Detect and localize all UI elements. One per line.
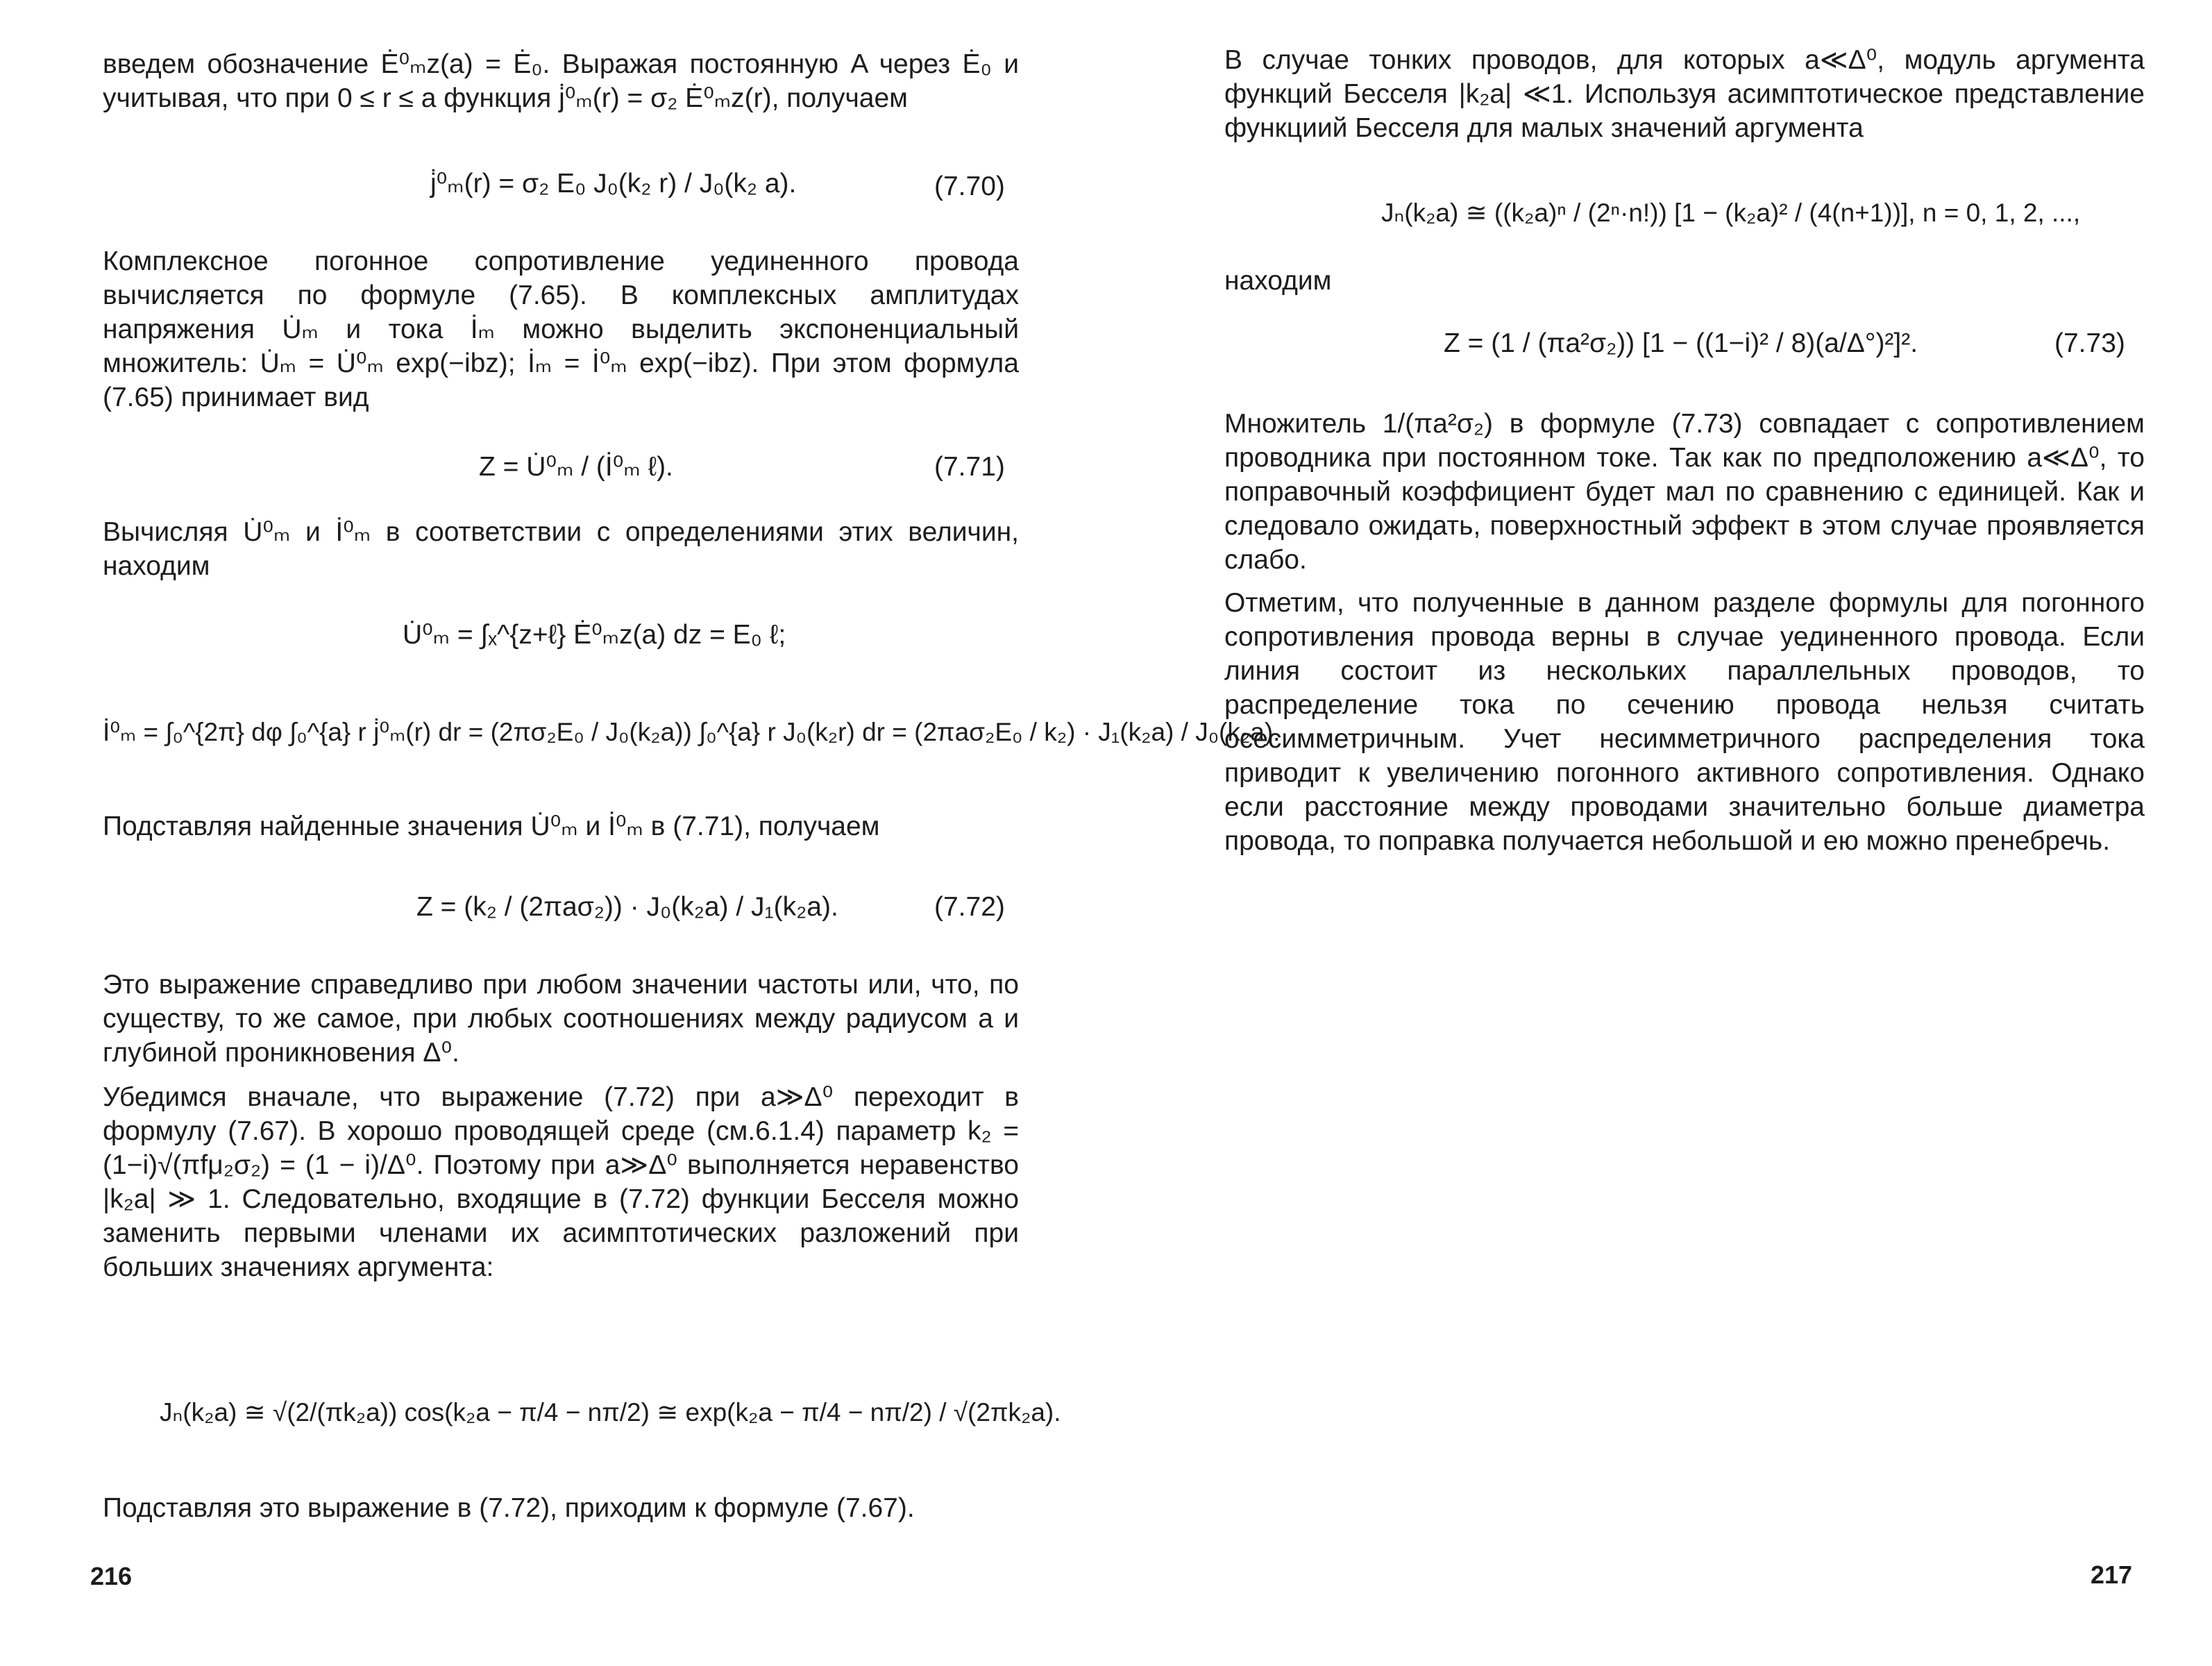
equation-voltage: U̇⁰ₘ = ∫ₓ^{z+ℓ} Ė⁰ₘz(a) dz = E₀ ℓ;: [403, 620, 786, 650]
equation-7-73: Z = (1 / (πa²σ₂)) [1 − ((1−i)² / 8)(a/Δ°)²]².: [1444, 328, 1918, 358]
right-page: [1111, 0, 2212, 1666]
paragraph: находим: [1224, 266, 1332, 296]
paragraph: Вычисляя U̇⁰ₘ и İ⁰ₘ в соответствии с определениями этих величин, находим: [103, 517, 1019, 581]
paragraph: В случае тонких проводов, для которых a≪Δ⁰, модуль аргумента функций Бесселя |k₂a| ≪1. Используя асимптотическое представление функциий Бесселя для малых значений аргумента: [1224, 45, 2145, 143]
equation-asymptotic: Jₙ(k₂a) ≅ √(2/(πk₂a)) cos(k₂a − π/4 − nπ/2) ≅ exp(k₂a − π/4 − nπ/2) / √(2πk₂a).: [160, 1398, 1061, 1427]
paragraph: Это выражение справедливо при любом значении частоты или, что, по существу, то же самое, при любых соотношениях между радиусом a и глубиной проникновения Δ⁰.: [103, 970, 1019, 1068]
equation-number: (7.70): [934, 171, 1005, 201]
paragraph: Комплексное погонное сопротивление уединенного провода вычисляется по формуле (7.65). В комплексных амплитудах напряжения U̇ₘ и тока İₘ можно выделить экспоненциальный множитель: U̇ₘ = U̇⁰ₘ exp(−ibz); İₘ = İ⁰ₘ exp(−ibz). При этом формула (7.65) принимает вид: [103, 246, 1019, 412]
equation-number: (7.71): [934, 452, 1005, 482]
paragraph: Подставляя найденные значения U̇⁰ₘ и İ⁰ₘ в (7.71), получаем: [103, 811, 880, 841]
paragraph: введем обозначение Ė⁰ₘz(a) = Ė₀. Выражая постоянную A через Ė₀ и учитывая, что при 0 ≤ r ≤ a функция j̇⁰ₘ(r) = σ₂ Ė⁰ₘz(r), получаем: [103, 49, 1019, 113]
equation-current: İ⁰ₘ = ∫₀^{2π} dφ ∫₀^{a} r j̇⁰ₘ(r) dr = (2πσ₂E₀ / J₀(k₂a)) ∫₀^{a} r J₀(k₂r) dr = (2πaσ₂E₀ / k₂) · J₁(k₂a) / J₀(k₂a).: [103, 718, 1281, 746]
paragraph: Отметим, что полученные в данном разделе формулы для погонного сопротивления провода верны в случае уединенного провода. Если линия состоит из нескольких параллельных проводов, то распределение тока по сечению провода нельзя считать осесимметричным. Учет несимметричного распределения тока приводит к увеличению погонного активного сопротивления. Однако если расстояние между проводами значительно больше диаметра провода, то поправка получается небольшой и ею можно пренебречь.: [1224, 588, 2145, 856]
equation-small-argument: Jₙ(k₂a) ≅ ((k₂a)ⁿ / (2ⁿ·n!)) [1 − (k₂a)² / (4(n+1))], n = 0, 1, 2, ...,: [1381, 199, 2081, 227]
equation-7-72: Z = (k₂ / (2πaσ₂)) · J₀(k₂a) / J₁(k₂a).: [416, 892, 838, 922]
equation-number: (7.73): [2054, 328, 2125, 358]
equation-7-70: j̇⁰ₘ(r) = σ₂ E₀ J₀(k₂ r) / J₀(k₂ a).: [430, 169, 797, 199]
equation-7-71: Z = U̇⁰ₘ / (İ⁰ₘ ℓ).: [479, 452, 673, 482]
page-number: 216: [90, 1562, 133, 1590]
equation-number: (7.72): [934, 892, 1005, 922]
paragraph: Множитель 1/(πa²σ₂) в формуле (7.73) совпадает с сопротивлением проводника при постоянном токе. Так как по предположению a≪Δ⁰, то поправочный коэффициент будет мал по сравнению с единицей. Как и следовало ожидать, поверхностный эффект в этом случае проявляется слабо.: [1224, 409, 2145, 575]
paragraph: Убедимся вначале, что выражение (7.72) при a≫Δ⁰ переходит в формулу (7.67). В хорошо проводящей среде (см.6.1.4) параметр k₂ = (1−i)√(πfμ₂σ₂) = (1 − i)/Δ⁰. Поэтому при a≫Δ⁰ выполняется неравенство |k₂a| ≫ 1. Следовательно, входящие в (7.72) функции Бесселя можно заменить первыми членами их асимптотических разложений при больших значениях аргумента:: [103, 1082, 1019, 1282]
paragraph: Подставляя это выражение в (7.72), приходим к формуле (7.67).: [103, 1493, 915, 1523]
page-number: 217: [2091, 1560, 2133, 1589]
